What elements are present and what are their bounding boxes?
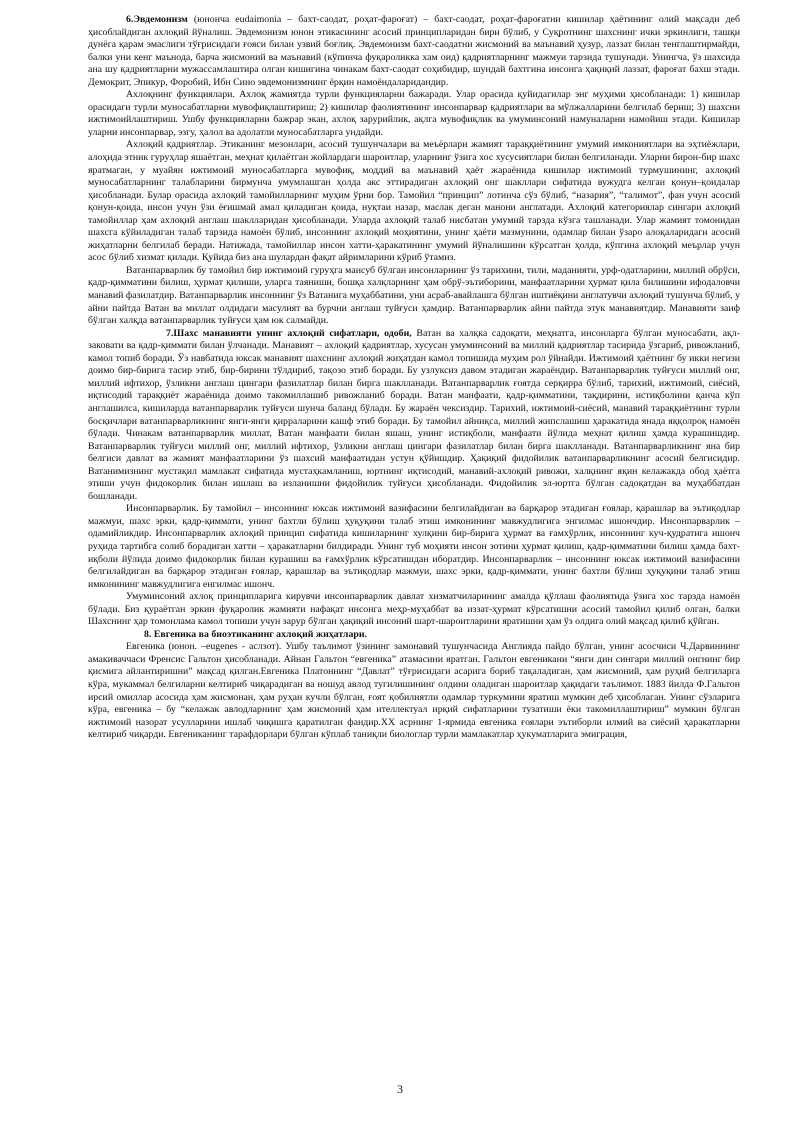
heading-eugenics: 8. Евгеника ва биоэтиканинг ахлоқий жиҳатлари. bbox=[144, 628, 367, 640]
paragraph-text: Умуминсоний ахлоқ принципларига кирувчи инсонпарварлик давлат хизматчиларининг амалда қўллаш фаолиятида ўзига хос тарзда намоён бўлади. Биз қураётган эркин фуқаролик жамияти нафақат инсонга меҳр-муҳаббат ва иззат-ҳурмат кўрсатишни асосий тамойил қилиб олган, балки Шахснинг ҳар томонлама камол топиши учун зарур бўлган ҳақиқий инсоний шарт-шароитларини яратишни ҳам ўз олдига олий мақсад қилиб қўйган. bbox=[88, 591, 740, 628]
paragraph-text: Ахлоқий қадриятлар. Этиканинг мезонлари, асосий тушунчалари ва меъёрлари жамият тараққиётининг умумий имкониятлари ва эҳтиёжлари, алоҳида этник гуруҳлар яшаётган, меҳнат қилаётган жойлардаги шароитлар, уларнинг ўзига хос хусусиятлари билан белгиланади. Уларни бирон-бир шахс яратмаган, у муайян ижтимоий муносабатларга мувофиқ, моддий ва маънавий ҳаёт жараёнида кишилар ижтимоий турмушининг, ахлоқий муносабатларнинг талабларини бирмунча умумлашган ҳолда акс эттирадиган ахлоқий онг шакллари сифатида вужудга келган қонун–қоидалар ҳисобланади. Булар орасида ахлоқий тамойилларнинг муҳим ўрни бор. Тамойил “принцип” лотинча сўз бўлиб, “назария”, “талимот”, фан учун асосий қонун-қоида, инсон учун ўзи ёғишмай амал қиладиган қоида, нуқтаи назар, маслак деган манони англатади. Ахлоқий категориялар сингари ахлоқий тамойиллар ҳам ахлоқий англаш шаклларидан ҳисобланади. Уларда ахлоқий талаб нисбатан умумий тарзда кўзга ташланади. Улар жамият томонидан шахсга кўйиладиган талаб тарзида намоён бўлиб, инсоннинг ахлоқий моҳиятини, унинг ҳаёти мазмунини, одамлар билан ўзаро алоқаларидаги асосий жиҳатларни белгилаб беради. Натижада, тамойиллар инсон хатти-ҳаракатининг умумий йўналишини кўрсатган ҳолда, кўпгина ахлоқий меърлар учун асос бўлиб хизмат қилади. Қуйида биз ана шулардан фақат айримларини кўриб ўтамиз. bbox=[88, 139, 740, 264]
paragraph-text: Ватанпарварлик бу тамойил бир ижтимоий гуруҳга мансуб бўлган инсонларнинг ўз тарихини, тили, маданияти, урф-одатларини, миллий обрўси, қадр-қимматини билиш, ҳурмат қилиши, уларга таяниши, бошқа халқларнинг ҳам обрў-эътиборини, манфаатларини ҳурмат қила билишини ифодаловчи манавий фазилатдир. Ватанпарварлик инсоннинг ўз Ватанига муҳаббатини, уни асраб-авайлашга бўлган иштиёқини англатувчи ахлоқий тушунча бўлиб, у айни пайтда Ватан ва миллат олдидаги масулият ва бурчни англаш туйғуси ҳамдир. Ватанпарварлик айни пайтда этук манавиятдир. Манавияти заиф бўлган халқда ватанпарварлик туйғуси ҳам юк салмайди. bbox=[88, 264, 740, 327]
paragraph-humanism bbox=[88, 503, 740, 591]
paragraph-universal-morality bbox=[88, 591, 740, 629]
paragraph-text: Инсонпарварлик. Бу тамойил – инсоннинг юксак ижтимоий вазифасини белгилайдиган ва барқарор этадиган ғоялар, қарашлар ва эътиқодлар мажмуи, шахс эрки, қадр-қиммати, унинг бахтли бўлиш ҳуқуқини талаб этиш имконининг мавжудлигига энгилмас ишончдир. Инсонпарварлик – одамийликдир. Инсонпарварлик ахлоқий принцип сифатида кишиларнинг хулқини бир-бирига ҳурмат ва ғамхўрлик, инсоннинг куч-қудратига ишонч руҳида тартибга солиб борадиган хатти – ҳаракатларни билдиради. Унинг туб моҳияти инсон зотини ҳурмат қилиш, қадр-қимматини билиш ҳамда бахт-иқболи йўлида доимо фидокорлик билан курашиш ва ғамхўрлик кўрсатишдан иборатдир. Инсонпарварлик – инсоннинг юксак ижтимоий вазифасини белгилайдиган ва барқарор этадиган ғоялар, қарашлар ва эътиқодлар мажмуи, шахс эрки, қадр-қиммати, унинг бахтли бўлиш ҳуқуқини талаб этиш имконининг мавжудлигига енгилмас ишонч. bbox=[88, 503, 740, 590]
paragraph-functions bbox=[88, 89, 740, 139]
heading-spirituality: 7.Шахс манавияти унинг ахлоқий сифатлари, одоби, bbox=[166, 327, 412, 339]
heading-eudaimonism: 6.Эвдемонизм bbox=[126, 14, 188, 25]
paragraph-patriotism bbox=[88, 265, 740, 328]
paragraph-spirituality bbox=[88, 328, 740, 504]
paragraph-eudaimonism bbox=[88, 14, 740, 89]
document-body bbox=[88, 14, 740, 742]
paragraph-eugenics bbox=[88, 641, 740, 741]
paragraph-eugenics-heading bbox=[88, 629, 740, 642]
paragraph-text: Евгеника (юнон. –eugenes - аслзот). Ушбу таълимот ўзининг замонавий тушунчасида Англияда пайдо бўлган, унинг асосчиси Ч.Дарвиннинг амакиваччаси Френсис Гальтон ҳисобланади. Айнан Гальтон “евгеника” атамасини яратган. Гальтон евгеникани “янги дин сингари миллий онгнинг бир қисмига айлантиришни” мақсад қилган.Евгеника Платоннинг “Давлат” тўғрисидаги асарига бориб тақаладиган, ҳам жисмоний, ҳам руҳий белгиларга кўра, мукаммал белгиларни келтириб чиқарадиган ва ношуд авлод тугилишининг олдини оладиган шароитлар ҳақидаги таълимот. 1883 йилда Ф.Гальтон ирсий омиллар асосида ҳам жисмонан, ҳам руҳан кучли бўлган, ғоят қобилиятли одамлар туркумини яратиш мумкин деб ҳисоблаган. Унинг сўзларига кўра, евгеника – бу “келажак авлодларнинг ҳам жисмоний ҳам ителлектуал ирқий сифатларини тузатиши ёки такомиллаштириш” мумкин бўлган ижтимоий назорат усулларини ишлаб чиқишга қаратилган фандир.ХХ асрнинг 1-ярмида евгеника ғоялари эътиборли илмий ва сиёсий ҳаракатларни келтириб чиқарди. Евгениканинг тарафдорлари бўлган кўплаб таниқли биологлар турли мамлакатлар ҳукуматларига эмиграция, bbox=[88, 641, 740, 741]
paragraph-text: (юнонча eudaimonia – бахт-саодат, роҳат-фароғат) – бахт-саодат, роҳат-фароғатни кишилар ҳаётининг олий мақсади деб ҳисоблайдиган ахлоқий йўналиш. Эвдемонизм юнон этикасининг асосий принципларидан бири бўлиб, у Суқротнинг шахснинг ички эркинлиги, ташқи дунёга қарам эмаслиги тўғрисидаги ғояси билан узвий боғлиқ. Эвдемонизм бахт-саодатни жисмоний ва маънавий ҳузур, лаззат билан тенглаштирмайди, балки уни кенг маънода, барча жисмоний ва маънавий (кўпинча фуқароликка хам оид) қадриятларнинг мажмуи тарзида тушунади. Унингча, ўз шахсида ана шу қадриятларни мужассамлаштира олган кишигина чинакам бахт-саодат соҳибидир, шундай бахтгина инсонга ҳақиқий лаззат, фароғат бахш этади. Демокрит, Эпикур, Форобий, Ибн Сино эвдемонизмнинг ёрқин намоёндаларидандир. bbox=[88, 14, 740, 88]
page-number: 3 bbox=[397, 1082, 403, 1096]
paragraph-moral-values bbox=[88, 139, 740, 264]
paragraph-text: Ахлоқнинг функциялари. Ахлоқ жамиятда турли функцияларни бажаради. Улар орасида қуйидагилар энг муҳими ҳисобланади: 1) кишилар орасидаги турли муносабатларни мувофиқлаштириш; 2) кишилар фаолиятининг инсонпарвар қадриятлари ва мўлжалларини белгилаб бериш; 3) шахсни ижтимоийлаштириш. Ушбу функцияларни бажрар экан, ахлоқ зарурийлик, ақлга мувофиқлик ва умуминсоний намуналарни намойиш этади. Кишилар уларни инсонпарвар, эзгу, ҳалол ва адолатли муносабатларга ундайди. bbox=[88, 89, 740, 138]
paragraph-text: Ватан ва халқка садоқати, меҳнатга, инсонларга бўлган муносабати, ақл-заковати ва қадр-қиммати билан ўлчанади. Манавият – ахлоқий қадриятлар, хусусан умуминсоний ва миллий қадриятлар тасирида ўзгариб, ривожланиб, камол топиб боради. Ўз навбатида юксак манавият шахснинг ахлоқий жиҳатдан камол топишида муҳим рол ўйнайди. Ижтимоий ҳаётнинг бу икки негизи доимо бир-бирига тасир этиб, бир-бирини тўлдириб, тақозо этиб боради. Бу узлуксиз давом этадиган жараёндир. Ватанпарварлик туйғуси миллий онг, миллий ифтихор, ўзликни англаш цингари фазилатлар билан бирга шаклланади. Ватанпарварлик ғоятда серқирра бўлиб, тарихий, ижтимоий, сиёсий, иқтисодий тараққиёт жараёнида доимо такомиллашиб ривожланиб боради. Ватан манфаати, қадр-қимматини, тақдирини, истиқболини қанча кўп англашилса, кишиларда ватанпарварлик туйғуси шунча баланд бўлади. Бу жараён чексиздир. Тарихий, ижтимоий-сиёсий, манавий тараққиётнинг турли босқичлари ватанпарварликнинг янги-янги қирраларини кашф этиб боради. Бу тамойил айниқса, миллий жипслашиш ҳаракатида янада яққолроқ намоён бўлади. Чинакам ватанпарварлик миллат, Ватан манфаати билан яшаш, унинг истиқболи, манфаати йўлида меҳнат қилиш ҳамда курашишдир. Ватанпарварлик туйғуси миллий онг, миллий ифтихор, ўзликни англаш цингари фазилатлар билан бирга шаклланади. Ватанпарварликнинг яна бир белгиси давлат ва жамият манфаатларини ўз шахсий манфаатидан устун қўйишдир. Ҳақиқий фидойилик ватанпарварликнинг асосий белгисидир. Ватанимизнинг мустақил мамлакат сифатида мустаҳкамланиш, юртнинг иқтисодий, манавий-ахлоқий ривожи, халқнинг яқин келажакда обод ҳаётга этиши учун фидокорлик билан ишлаш ва изланишни фидойилик туйғуси ҳисобланади. Фидойилик эл-юртга бўлган садоқатдан ва муҳаббатдан бошланади. bbox=[88, 327, 740, 502]
